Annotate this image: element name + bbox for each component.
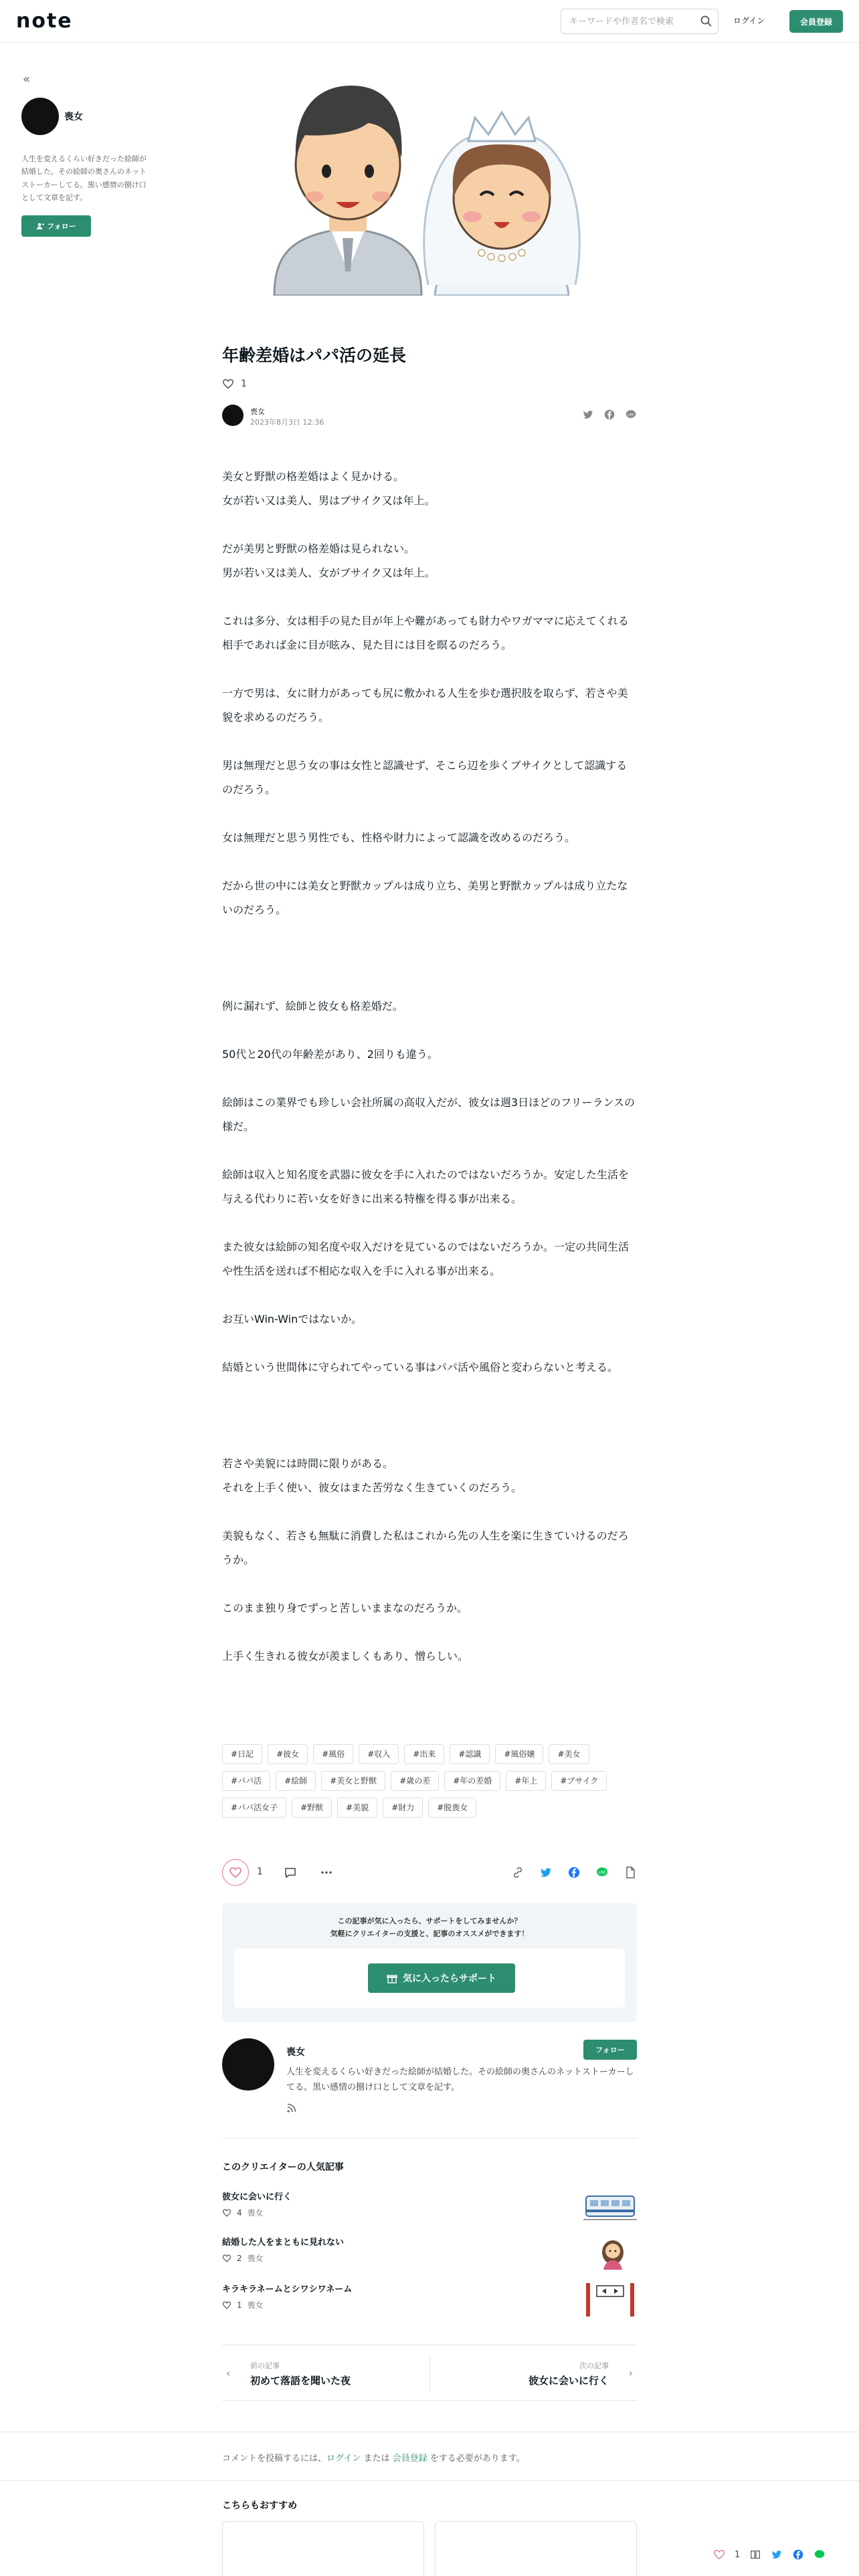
- paragraph: お互いWin-Winではないか。: [222, 1313, 363, 1325]
- hashtag[interactable]: #歳の差: [391, 1771, 439, 1791]
- hashtag[interactable]: #野獣: [292, 1798, 332, 1818]
- paragraph: 美貌もなく、若さも無駄に消費した私はこれから先の人生を楽に生きていけるのだろうか。: [222, 1529, 629, 1566]
- article-pagination: [222, 2345, 637, 2401]
- article-title: 年齢差婚はパパ活の延長: [222, 346, 407, 365]
- hashtag[interactable]: #ブサイク: [551, 1771, 607, 1791]
- prev-article-link[interactable]: 初めて落語を聞いた夜: [250, 2375, 351, 2387]
- comment-post: をする必要があります。: [427, 2454, 525, 2464]
- paragraph: 絵師はこの業界でも珍しい会社所属の高収入だが、彼女は週3日ほどのフリーランスの様だ。: [222, 1096, 636, 1133]
- embed-icon[interactable]: [624, 1866, 637, 1879]
- share-icons: [511, 1866, 637, 1879]
- avatar[interactable]: [222, 2038, 274, 2090]
- hashtag[interactable]: #認識: [450, 1744, 490, 1764]
- hashtag[interactable]: #美貌: [337, 1798, 377, 1818]
- next-article-link[interactable]: 彼女に会いに行く: [528, 2375, 609, 2387]
- link-icon[interactable]: [511, 1866, 524, 1879]
- popular-meta: [222, 2299, 264, 2311]
- comment-notice: [0, 2432, 859, 2481]
- follow-button[interactable]: [21, 215, 91, 237]
- popular-title[interactable]: 結婚した人をまともに見れない: [222, 2238, 345, 2248]
- hashtag[interactable]: #財力: [383, 1798, 423, 1818]
- recommend-card[interactable]: [222, 2521, 424, 2576]
- line-icon[interactable]: [625, 409, 637, 421]
- twitter-icon[interactable]: [582, 409, 594, 421]
- signup-button[interactable]: 会員登録: [789, 10, 843, 33]
- thumbnail-sign-image[interactable]: [583, 2279, 637, 2317]
- comment-mid: または: [361, 2454, 393, 2464]
- creator-bio: 人生を変えるくらい好きだった絵師が結婚した。その絵師の奥さんのネットストーカーしてる。黒い感情の捌け口として文章を記す。: [286, 2067, 634, 2092]
- popular-user: 喪女: [247, 2254, 264, 2263]
- heart-icon: [222, 2254, 231, 2263]
- twitter-icon[interactable]: [771, 2549, 783, 2561]
- recommend-heading: こちらもおすすめ: [222, 2500, 298, 2511]
- hashtag[interactable]: #日記: [222, 1744, 262, 1764]
- popular-user: 喪女: [247, 2300, 264, 2310]
- gift-icon: [387, 1973, 397, 1983]
- support-box: [222, 1903, 637, 2022]
- hashtag[interactable]: #美女と野獣: [321, 1771, 385, 1791]
- heart-icon: [222, 2208, 231, 2218]
- hashtag[interactable]: #年の差婚: [444, 1771, 500, 1791]
- paragraph: 一方で男は、女に財力があっても尻に敷かれる人生を歩む選択肢を取らず、若さや美貌を求めるのだろう。: [222, 687, 628, 724]
- chevron-left-icon[interactable]: ‹: [226, 2367, 231, 2379]
- popular-likes: 1: [237, 2300, 242, 2310]
- line-icon[interactable]: [814, 2549, 826, 2561]
- popular-meta: [222, 2252, 264, 2264]
- heart-icon: [222, 2300, 231, 2310]
- search-icon[interactable]: [700, 15, 713, 28]
- hashtag[interactable]: #年上: [506, 1771, 546, 1791]
- hashtag[interactable]: #絵師: [276, 1771, 316, 1791]
- thumbnail-girl-image[interactable]: [583, 2232, 637, 2270]
- paragraph: 50代と20代の年齢差があり、2回りも違う。: [222, 1048, 438, 1061]
- paragraph: 美女と野獣の格差婚はよく見かける。 女が若い又は美人、男はブサイク又は年上。: [222, 470, 436, 507]
- hashtag[interactable]: #脱喪女: [428, 1798, 476, 1818]
- paragraph: 男は無理だと思う女の事は女性と認識せず、そこら辺を歩くブサイクとして認識するのだろう。: [222, 759, 628, 796]
- line-icon[interactable]: [595, 1866, 609, 1879]
- more-dots-icon[interactable]: [320, 1866, 333, 1879]
- paragraph: 若さや美貌には時間に限りがある。 それを上手く使い、彼女はまた苦労なく生きていくのだろう。: [222, 1457, 522, 1494]
- facebook-icon[interactable]: [792, 2549, 804, 2561]
- eyecatch-illustration: [268, 71, 591, 296]
- hashtag[interactable]: #風俗: [313, 1744, 353, 1764]
- hashtag-list: [222, 1744, 637, 1818]
- paragraph: これは多分、女は相手の見た目が年上や難があっても財力やワガママに応えてくれる相手であれば金に目が眩み、見た目には目を瞑るのだろう。: [222, 615, 629, 651]
- comment-pre: コメントを投稿するには、: [222, 2454, 327, 2464]
- creator-name[interactable]: 喪女: [64, 112, 83, 122]
- facebook-icon[interactable]: [603, 409, 615, 421]
- popular-title[interactable]: キラキラネームとシワシワネーム: [222, 2284, 353, 2294]
- spacer: [222, 946, 637, 994]
- paragraph: このまま独り身でずっと苦しいままなのだろうか。: [222, 1602, 468, 1614]
- avatar[interactable]: [21, 98, 59, 135]
- support-button-label: 気に入ったらサポート: [403, 1973, 496, 1984]
- popular-user: 喪女: [247, 2208, 264, 2218]
- comment-login-link[interactable]: ログイン: [326, 2454, 361, 2464]
- creator-bio: 人生を変えるくらい好きだった絵師が結婚した。その絵師の奥さんのネットストーカーしてる。黒い感情の捌け口として文章を記す。: [21, 154, 147, 202]
- chevron-right-icon[interactable]: ›: [628, 2367, 633, 2379]
- search-input[interactable]: [561, 9, 719, 34]
- like-summary: [222, 378, 637, 390]
- facebook-icon[interactable]: [567, 1866, 581, 1879]
- list-item[interactable]: [222, 2187, 637, 2227]
- magazine-icon[interactable]: [749, 2549, 761, 2561]
- prev-label: 前の記事: [250, 2361, 280, 2370]
- hashtag[interactable]: #収入: [359, 1744, 399, 1764]
- next-label: 次の記事: [579, 2361, 609, 2370]
- paragraph: 絵師は収入と知名度を武器に彼女を手に入れたのではないだろうか。安定した生活を与える代わりに若い女を好きに出来る特権を得る事が出来る。: [222, 1168, 630, 1205]
- thumbnail-train-image[interactable]: [583, 2187, 637, 2224]
- hashtag[interactable]: #風俗嬢: [495, 1744, 543, 1764]
- svg-text:LINE: LINE: [627, 413, 635, 417]
- user-plus-icon: [36, 222, 44, 230]
- spacer: [222, 1404, 637, 1452]
- avatar[interactable]: [222, 405, 244, 426]
- login-link[interactable]: ログイン: [733, 16, 765, 25]
- hashtag[interactable]: #パパ活女子: [222, 1798, 286, 1818]
- hashtag[interactable]: #パパ活: [222, 1771, 270, 1791]
- share-icons-top: [582, 409, 637, 421]
- popular-likes: 2: [237, 2253, 242, 2263]
- site-header: [0, 0, 859, 43]
- paragraph: 女は無理だと思う男性でも、性格や財力によって認識を改めるのだろう。: [222, 831, 576, 844]
- article: [222, 344, 637, 1693]
- floating-action-bar: [713, 2541, 854, 2568]
- article-body: [222, 465, 637, 1669]
- comment-icon[interactable]: [284, 1866, 297, 1879]
- popular-likes: 4: [237, 2208, 242, 2218]
- creator-name[interactable]: 喪女: [286, 2047, 305, 2058]
- support-inner: [234, 1949, 625, 2008]
- hashtag[interactable]: #彼女: [268, 1744, 308, 1764]
- floating-like-count[interactable]: 1: [735, 2549, 741, 2560]
- paragraph: だが美男と野獣の格差婚は見られない。 男が若い又は美人、女がブサイク又は年上。: [222, 542, 436, 579]
- hashtag[interactable]: #出来: [404, 1744, 444, 1764]
- publish-date: 2023年8月3日 12:36: [250, 418, 324, 427]
- svg-text:LINE: LINE: [598, 1870, 606, 1875]
- recommend-card[interactable]: [435, 2521, 637, 2576]
- twitter-icon[interactable]: [539, 1866, 553, 1879]
- like-count[interactable]: 1: [257, 1866, 263, 1877]
- back-chevron-icon[interactable]: «: [23, 72, 31, 86]
- author-name[interactable]: 喪女: [250, 407, 265, 416]
- comment-notice-text: [222, 2451, 525, 2464]
- paragraph: 結婚という世間体に守られてやっている事はパパ活や風俗と変わらないと考える。: [222, 1361, 619, 1374]
- author-row: [222, 402, 637, 430]
- rss-icon[interactable]: [286, 2103, 297, 2113]
- hashtag[interactable]: #美女: [549, 1744, 589, 1764]
- paragraph: 上手く生きれる彼女が羨ましくもあり、憎らしい。: [222, 1650, 469, 1662]
- list-item[interactable]: [222, 2232, 637, 2272]
- popular-heading: このクリエイターの人気記事: [222, 2162, 344, 2173]
- support-message: この記事が気に入ったら、サポートをしてみませんか？ 気軽にクリエイターの支援と、記事のオススメができます！: [330, 1917, 529, 1938]
- creator-card: [222, 2038, 637, 2139]
- comment-signup-link[interactable]: 会員登録: [392, 2454, 427, 2464]
- heart-icon: [229, 1866, 242, 1879]
- popular-meta: [222, 2207, 264, 2218]
- support-button[interactable]: [368, 1963, 515, 1993]
- paragraph: 例に漏れず、絵師と彼女も格差婚だ。: [222, 1000, 403, 1012]
- paragraph: だから世の中には美女と野獣カップルは成り立ち、美男と野獣カップルは成り立たないのだろう。: [222, 879, 628, 916]
- popular-title[interactable]: 彼女に会いに行く: [222, 2192, 292, 2202]
- heart-icon[interactable]: [713, 2549, 725, 2561]
- follow-label: フォロー: [47, 222, 76, 231]
- follow-button[interactable]: フォロー: [583, 2040, 637, 2060]
- note-logo[interactable]: note: [16, 9, 73, 33]
- article-action-bar: [222, 1859, 637, 1886]
- paragraph: また彼女は絵師の知名度や収入だけを見ているのではないだろうか。一定の共同生活や性生活を送れば不相応な収入を手に入れる事が出来る。: [222, 1241, 630, 1277]
- list-item[interactable]: [222, 2279, 637, 2319]
- like-count[interactable]: 1: [241, 379, 247, 389]
- like-button[interactable]: [222, 1859, 249, 1886]
- heart-icon[interactable]: [222, 378, 234, 390]
